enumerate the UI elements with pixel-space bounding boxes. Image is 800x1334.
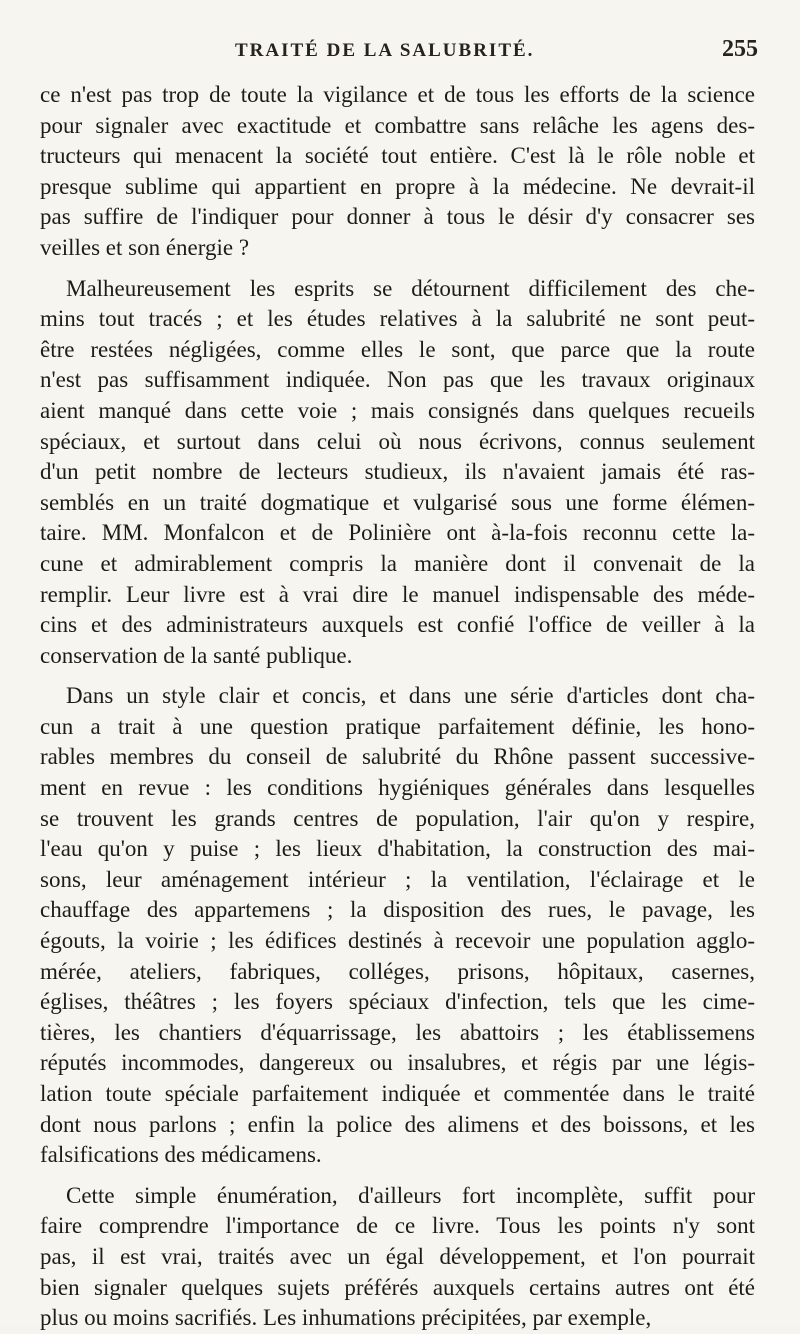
paragraph-gap: [40, 264, 755, 274]
text-line: pas, il est vrai, traités avec un égal développement, et l'on pourrait: [40, 1243, 755, 1269]
text-line: l'eau qu'on y puise ; les lieux d'habitation, la construction des mai-: [40, 836, 755, 862]
text-line: conservation de la santé publique.: [40, 642, 353, 668]
page-number: 255: [722, 36, 758, 62]
text-line: tières, les chantiers d'équarrissage, les abattoirs ; les établissemens: [40, 1019, 755, 1045]
text-line: dont nous parlons ; enfin la police des alimens et des boissons, et les: [40, 1111, 755, 1137]
text-line: égouts, la voirie ; les édifices destinés à recevoir une population agglo-: [40, 928, 755, 954]
text-line: mins tout tracés ; et les études relatives à la salubrité ne sont peut-: [40, 306, 755, 332]
text-line: églises, théâtres ; les foyers spéciaux d'infection, tels que les cime-: [40, 989, 755, 1015]
text-line: Cette simple énumération, d'ailleurs fort incomplète, suffit pour: [66, 1182, 755, 1208]
text-line: ment en revue : les conditions hygiéniques générales dans lesquelles: [40, 775, 755, 801]
text-line: être restées négligées, comme elles le sont, que parce que la route: [40, 336, 755, 362]
text-line: d'un petit nombre de lecteurs studieux, ils n'avaient jamais été ras-: [40, 459, 755, 485]
text-line: se trouvent les grands centres de population, l'air qu'on y respire,: [40, 805, 755, 831]
text-line: remplir. Leur livre est à vrai dire le manuel indispensable des méde-: [40, 581, 755, 607]
text-line: Malheureusement les esprits se détournent difficilement des che-: [66, 275, 755, 301]
text-line: cun a trait à une question pratique parfaitement définie, les hono-: [40, 713, 755, 739]
paragraph: [40, 681, 755, 1171]
text-line: aient manqué dans cette voie ; mais consignés dans quelques recueils: [40, 397, 755, 423]
text-line: presque sublime qui appartient en propre à la médecine. Ne devrait-il: [40, 173, 755, 199]
paragraph: [40, 80, 755, 264]
text-line: cune et admirablement compris la manière dont il convenait de la: [40, 550, 755, 576]
text-line: semblés en un traité dogmatique et vulgarisé sous une forme élémen-: [40, 489, 755, 515]
text-line: plus ou moins sacrifiés. Les inhumations précipitées, par exemple,: [40, 1305, 652, 1331]
paragraph-gap: [40, 671, 755, 681]
text-line: pour signaler avec exactitude et combattre sans relâche les agens des-: [40, 112, 755, 138]
text-line: spéciaux, et surtout dans celui où nous écrivons, connus seulement: [40, 428, 755, 454]
text-line: n'est pas suffisamment indiquée. Non pas que les travaux originaux: [40, 367, 755, 393]
text-line: taire. MM. Monfalcon et de Polinière ont à-la-fois reconnu cette la-: [40, 520, 755, 546]
text-line: réputés incommodes, dangereux ou insalubres, et régis par une légis-: [40, 1050, 755, 1076]
text-line: cins et des administrateurs auxquels est confié l'office de veiller à la: [40, 612, 755, 638]
text-line: sons, leur aménagement intérieur ; la ventilation, l'éclairage et le: [40, 866, 755, 892]
text-line: Dans un style clair et concis, et dans une série d'articles dont cha-: [66, 683, 755, 709]
text-line: pas suffire de l'indiquer pour donner à tous le désir d'y consacrer ses: [40, 204, 755, 230]
paragraph: [40, 274, 755, 672]
page-header: [40, 38, 770, 74]
text-line: mérée, ateliers, fabriques, colléges, prisons, hôpitaux, casernes,: [40, 958, 755, 984]
running-title: TRAITÉ DE LA SALUBRITÉ.: [235, 40, 535, 61]
text-line: bien signaler quelques sujets préférés auxquels certains autres ont été: [40, 1274, 755, 1300]
text-line: faire comprendre l'importance de ce livre. Tous les points n'y sont: [40, 1213, 755, 1239]
text-line: chauffage des appartemens ; la disposition des rues, le pavage, les: [40, 897, 755, 923]
text-line: tructeurs qui menacent la société tout entière. C'est là le rôle noble et: [40, 143, 755, 169]
text-line: veilles et son énergie ?: [40, 234, 250, 260]
paragraph-gap: [40, 1171, 755, 1181]
text-line: lation toute spéciale parfaitement indiquée et commentée dans le traité: [40, 1081, 755, 1106]
body-text: [40, 80, 755, 1334]
text-line: ce n'est pas trop de toute la vigilance et de tous les efforts de la science: [40, 82, 755, 107]
paragraph: [40, 1181, 755, 1334]
text-line: rables membres du conseil de salubrité du Rhône passent successive-: [40, 744, 755, 770]
text-line: falsifications des médicamens.: [40, 1142, 322, 1168]
